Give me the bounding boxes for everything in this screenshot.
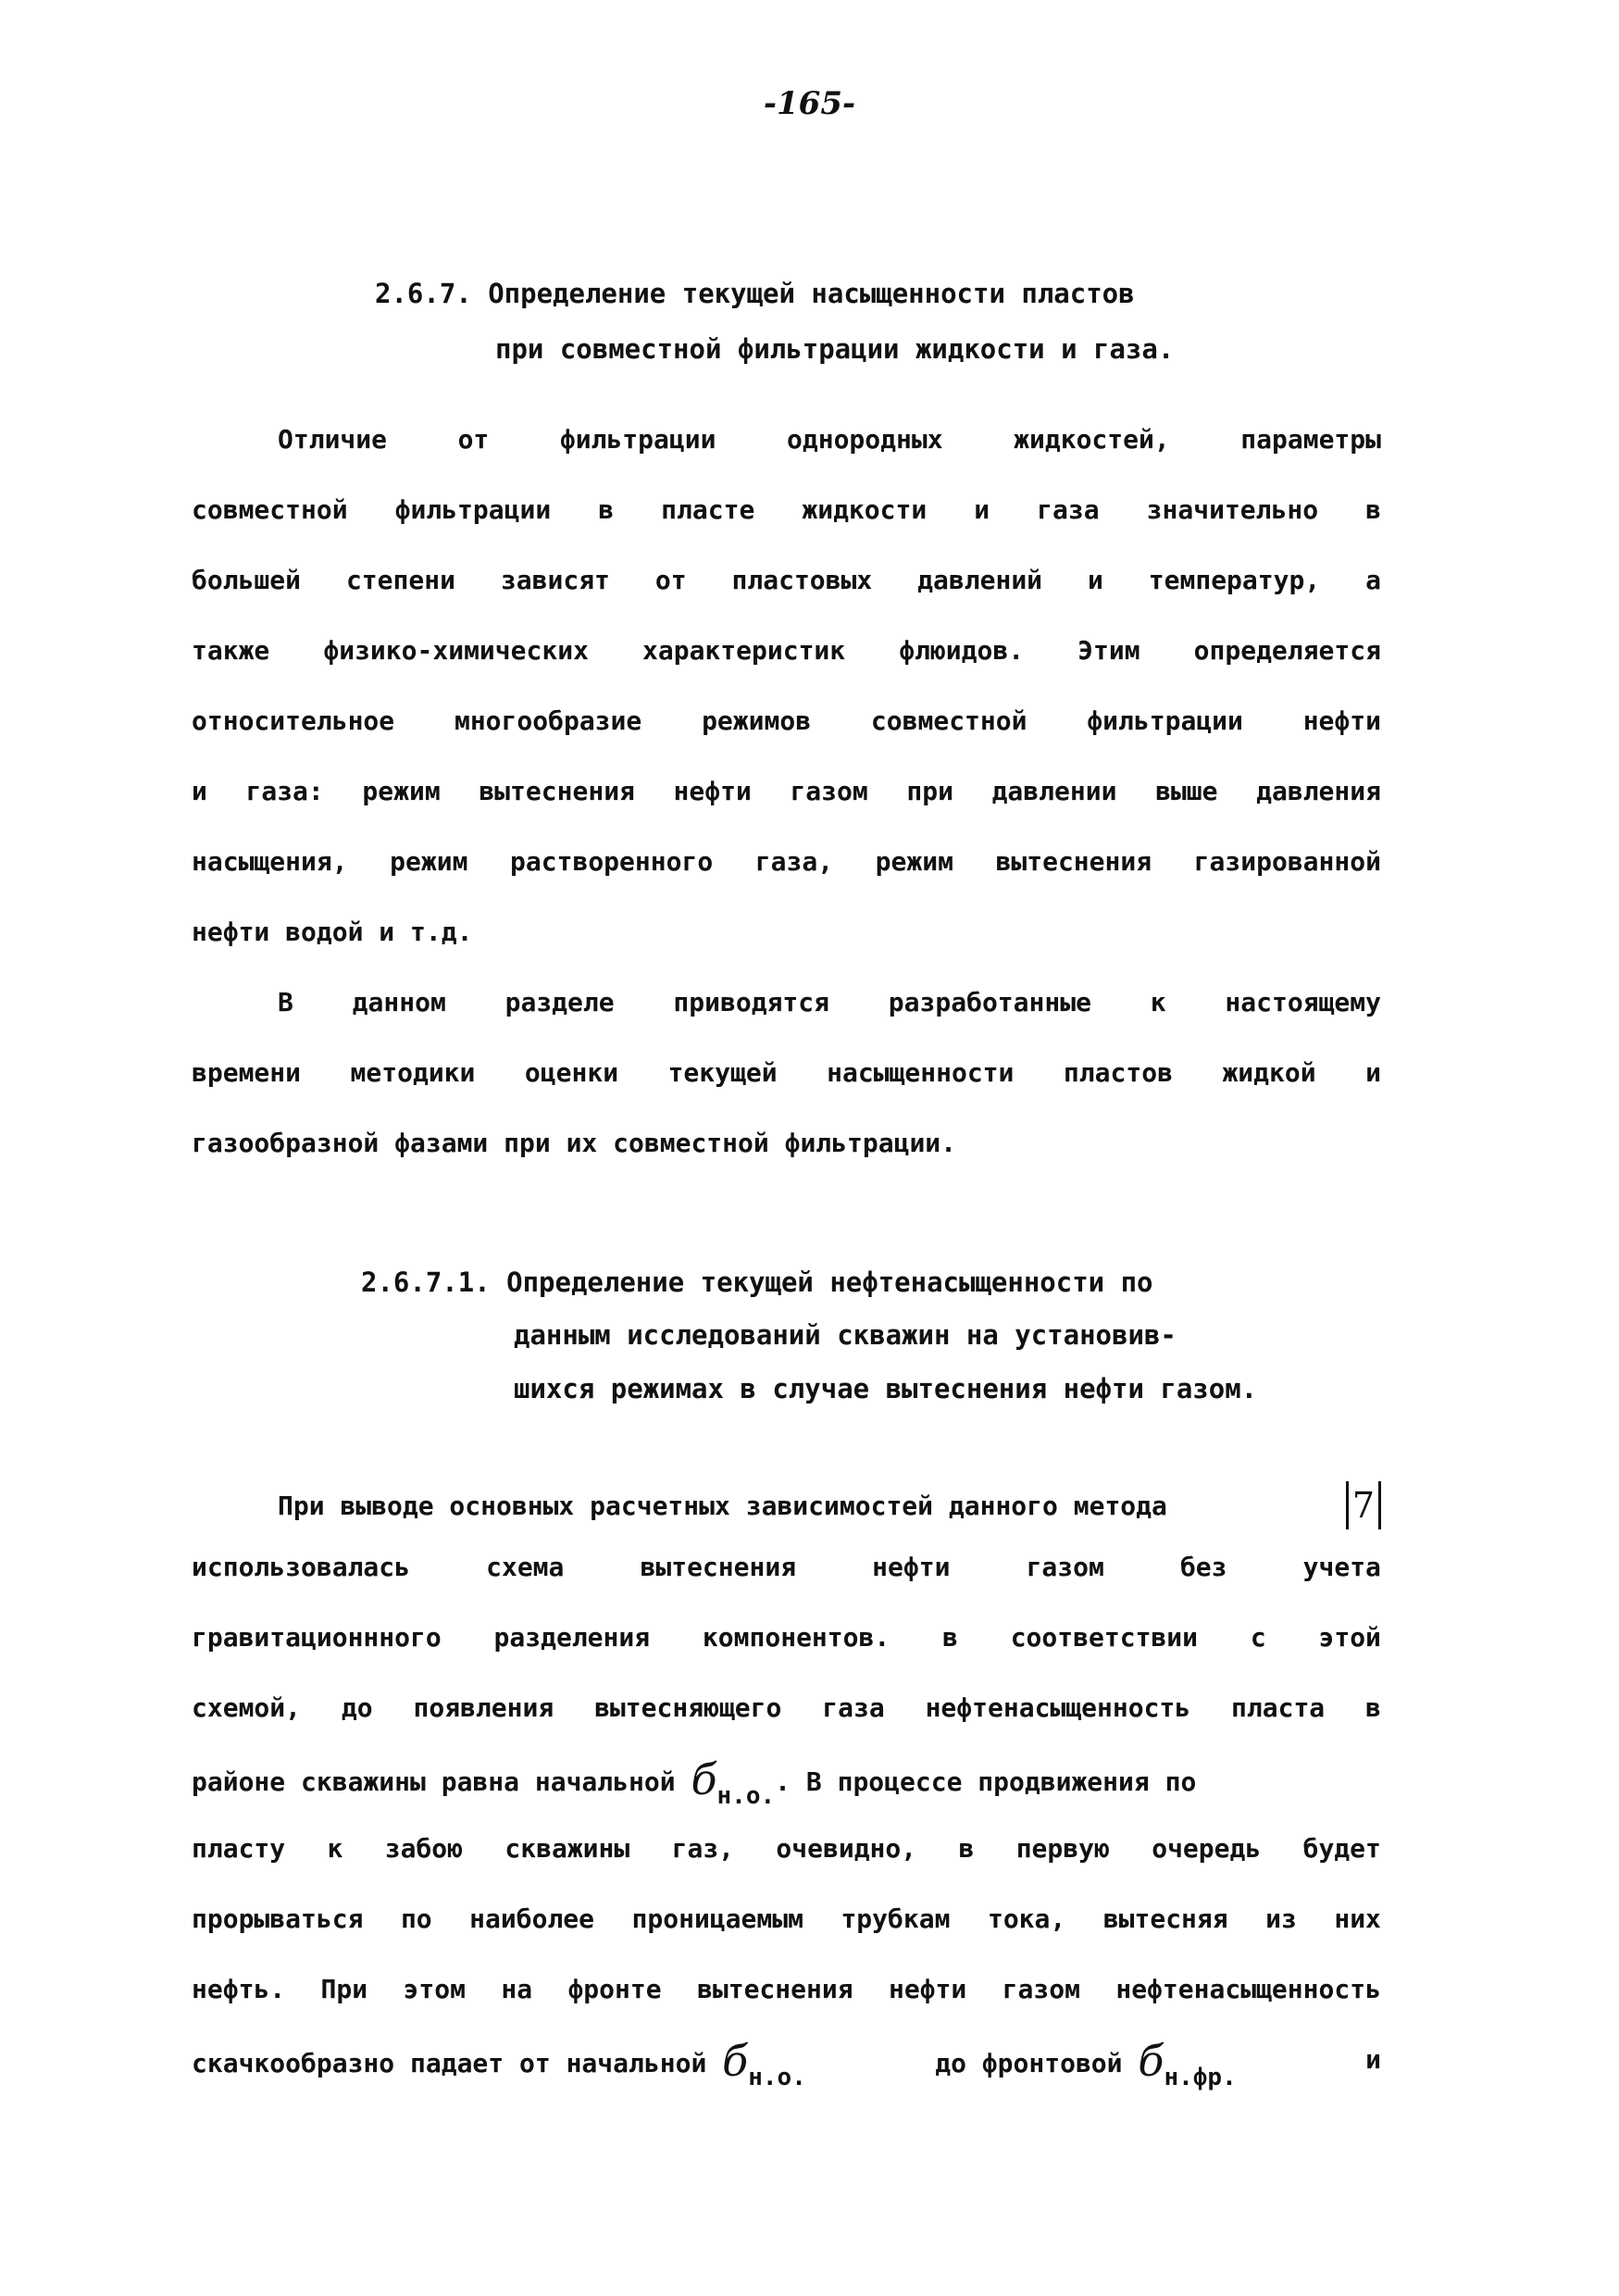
sigma-initial-symbol: бн.о. [722, 2036, 806, 2091]
text-line [192, 846, 1381, 877]
word: значительно [1146, 494, 1319, 525]
word: жидкости [802, 494, 928, 525]
word: вытесняющего [594, 1692, 782, 1723]
word: оценки [524, 1057, 619, 1088]
sigma-front-symbol: бн.фр. [1138, 2036, 1237, 2091]
word: флюидов. [899, 635, 1025, 666]
word: режим [362, 776, 441, 806]
word: фронте [567, 1974, 662, 2004]
word: совместной [192, 494, 348, 525]
word: очевидно, [776, 1833, 917, 1864]
subsection-heading-line-1: 2.6.7.1. Определение текущей нефтенасыщенности по [361, 1267, 1153, 1298]
word: этой [1318, 1622, 1381, 1653]
word: разработанные [888, 987, 1091, 1017]
word: температур, [1148, 565, 1321, 595]
word: газом [1026, 1552, 1104, 1582]
word: тока, [987, 1903, 1066, 1934]
text-line: нефти водой и т.д. [192, 917, 473, 947]
word: наиболее [469, 1903, 595, 1934]
word: приводятся [673, 987, 829, 1017]
word: в [598, 494, 615, 525]
word: к [327, 1833, 343, 1864]
word: газа: [245, 776, 324, 806]
word: характеристик [642, 635, 846, 666]
word: вытеснения [697, 1974, 853, 2004]
word: в [1365, 1692, 1381, 1723]
word: а [1365, 565, 1381, 595]
word: насыщения, [192, 846, 348, 877]
word: учета [1302, 1552, 1381, 1582]
word: забою [384, 1833, 464, 1864]
word: газа, [754, 846, 834, 877]
subsection-heading-line-2: данным исследований скважин на установив- [514, 1319, 1177, 1351]
word: и [1365, 1057, 1381, 1088]
word: определяется [1193, 635, 1381, 666]
word: вытесняя [1102, 1903, 1228, 1934]
word: них [1334, 1903, 1381, 1934]
text-line [192, 1903, 1381, 1934]
word: фильтрации [559, 424, 716, 455]
word: пласту [192, 1833, 286, 1864]
text-line [192, 1833, 1381, 1864]
word: фильтрации [394, 494, 552, 525]
word: газированной [1193, 846, 1381, 877]
word: прорываться [192, 1903, 364, 1934]
word: с [1250, 1622, 1266, 1653]
word: нефти [872, 1552, 951, 1582]
word: жидкостей, [1014, 424, 1170, 455]
word: на [501, 1974, 533, 2004]
word: Этим [1077, 635, 1140, 666]
word: В [278, 987, 293, 1017]
word: вытеснения [995, 846, 1152, 877]
word: разделения [493, 1622, 651, 1653]
word: газ, [671, 1833, 735, 1864]
word: и [192, 776, 207, 806]
section-heading-line-2: при совместной фильтрации жидкости и газа. [495, 333, 1175, 365]
subsection-heading-line-3: шихся режимах в случае вытеснения нефти газом. [514, 1373, 1258, 1404]
text-line [192, 494, 1381, 525]
word: первую [1015, 1833, 1110, 1864]
word: и [974, 494, 990, 525]
word: жидкой [1222, 1057, 1316, 1088]
word: нефтенасыщенность [1115, 1974, 1381, 2004]
word: давлений [917, 565, 1043, 595]
word: большей [192, 565, 302, 595]
text-line [192, 635, 1381, 666]
text-line [192, 1622, 1381, 1653]
word: будет [1302, 1833, 1381, 1864]
word: от [654, 565, 687, 595]
word: выше [1155, 776, 1218, 806]
word: относительное [192, 705, 395, 736]
word: в [1365, 494, 1381, 525]
sigma-initial-symbol: бн.о. [691, 1754, 776, 1810]
word: режимов [702, 705, 812, 736]
word: степени [345, 565, 455, 595]
word: времени [192, 1057, 302, 1088]
text-line [192, 705, 1381, 736]
word: настоящему [1225, 987, 1381, 1017]
word: трубкам [841, 1903, 951, 1934]
text-line: скачкообразно падает от начальной бн.о. до фронтовой бн.фр. и [192, 2036, 1381, 2091]
word: нефтенасыщенность [925, 1692, 1191, 1723]
word: насыщенности [827, 1057, 1015, 1088]
word: схемой, [192, 1692, 302, 1723]
word: в [958, 1833, 975, 1864]
text-line: газообразной фазами при их совместной фильтрации. [192, 1128, 957, 1158]
word: нефти [888, 1974, 967, 2004]
text-line [192, 565, 1381, 595]
word: многообразие [454, 705, 642, 736]
text-line: районе скважины равна начальной бн.о.. В процессе продвижения по [192, 1754, 1197, 1810]
word: При [320, 1974, 368, 2004]
word: появления [413, 1692, 554, 1723]
word: нефти [1302, 705, 1381, 736]
word: газом [790, 776, 868, 806]
word: давлении [991, 776, 1117, 806]
text-line [278, 987, 1381, 1017]
word: физико-химических [323, 635, 589, 666]
text-line [192, 1974, 1381, 2004]
word: к [1150, 987, 1166, 1017]
word: данном [352, 987, 446, 1017]
word: в [942, 1622, 958, 1653]
word: схема [486, 1552, 565, 1582]
page-number: -165- [763, 85, 856, 122]
word: без [1179, 1552, 1227, 1582]
word: и [1087, 565, 1103, 595]
word: методики [350, 1057, 476, 1088]
word: давления [1256, 776, 1381, 806]
word: гравитационнного [192, 1622, 442, 1653]
word: текущей [667, 1057, 778, 1088]
word: газом [1002, 1974, 1080, 2004]
word: фильтрации [1087, 705, 1243, 736]
word: этом [403, 1974, 466, 2004]
word: до [341, 1692, 373, 1723]
text-line [192, 776, 1381, 806]
word: газа [822, 1692, 885, 1723]
reference-bracket: 7 [1346, 1481, 1381, 1529]
text-line [192, 1552, 1381, 1582]
word: однородных [787, 424, 943, 455]
section-heading-line-1: 2.6.7. Определение текущей насыщенности пластов [375, 278, 1135, 309]
word: газа [1037, 494, 1100, 525]
text-line [278, 424, 1381, 455]
word: проницаемым [631, 1903, 803, 1934]
word: пластовых [731, 565, 873, 595]
word: по [400, 1903, 432, 1934]
word: компонентов. [702, 1622, 890, 1653]
word: нефти [673, 776, 752, 806]
word: пласта [1231, 1692, 1326, 1723]
word: режим [875, 846, 953, 877]
word: параметры [1240, 424, 1381, 455]
word: режим [390, 846, 468, 877]
text-line [192, 1057, 1381, 1088]
text-line: При выводе основных расчетных зависимостей данного метода 7 [278, 1481, 1381, 1529]
word: зависят [500, 565, 610, 595]
word: при [906, 776, 953, 806]
word: очередь [1152, 1833, 1262, 1864]
word: пласте [661, 494, 755, 525]
word: пластов [1063, 1057, 1173, 1088]
text-line [192, 1692, 1381, 1723]
word: скважины [504, 1833, 630, 1864]
word: использовалась [192, 1552, 411, 1582]
word: растворенного [510, 846, 714, 877]
word: соответствии [1010, 1622, 1198, 1653]
word: совместной [870, 705, 1027, 736]
word: разделе [504, 987, 615, 1017]
word: также [192, 635, 270, 666]
word: Отличие [278, 424, 388, 455]
word: нефть. [192, 1974, 286, 2004]
word: от [457, 424, 490, 455]
word: из [1265, 1903, 1297, 1934]
word: вытеснения [479, 776, 635, 806]
word: вытеснения [640, 1552, 797, 1582]
